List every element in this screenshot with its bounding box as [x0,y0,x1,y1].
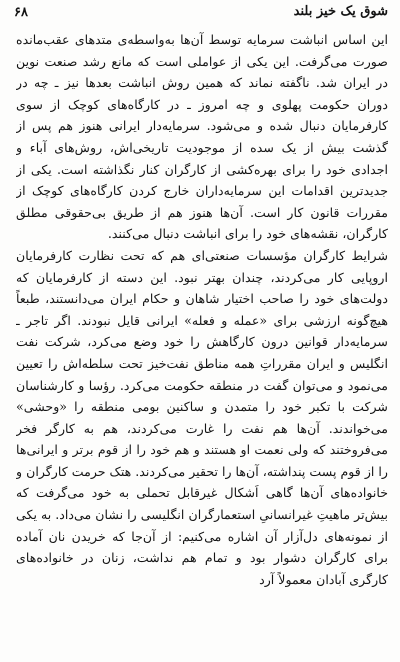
paragraph: این اساس انباشت سرمایه توسط آن‌ها به‌واسطه‌ی متدهای عقب‌مانده صورت می‌گرفت. این یکی از عواملی است که مانع رشد صنعت نوین در ایران شد. ناگفته نماند که همین روش انباشت بعدها نیز ـ چه در دوران حکومت پهلوی و چه امروز ـ در کارگاه‌های کوچک از سوی کارفرمایان دنبال شده و می‌شود. سرمایه‌دار ایرانی هنوز هم پس از گذشت بیش از یک سده از موجودیت تاریخی‌اش، روش‌های آباء و اجدادی خود را برای بهره‌کشی از کارگران کنار نگذاشته است. یکی از جدیدترین اقدامات این سرمایه‌داران خارج کردن کارگاه‌های کوچک از مقررات قانون کار است. آن‌ها هنوز هم از طریق بی‌حقوقی مطلق کارگران، نقشه‌های خود را برای انباشت دنبال می‌کنند. [16,32,388,242]
page-header [14,0,388,28]
page-body [16,29,388,656]
paragraph: شرایط کارگران مؤسسات صنعتی‌ای هم که تحت نظارت کارفرمایان اروپایی کار می‌کردند، چندان بهتر نبود. این دسته از کارفرمایان که دولت‌های خود را صاحب اختیار شاهان و حکام ایران می‌دانستند، طبعاً هیچ‌گونه ارزشی برای «عمله و فعله» ایرانی قایل نبودند. اگر تاجر ـ سرمایه‌دار قوانین درون کارگاهش را خود وضع می‌کرد، شرکت نفت انگلیس و ایران مقرراتِ همه مناطق نفت‌خیز تحت سلطه‌اش را تعیین می‌نمود و می‌توان گفت در منطقه حکومت می‌کرد. رؤسا و کارشناسان شرکت با تکبر خود را متمدن و ساکنین بومی منطقه را «وحشی» می‌خواندند. آن‌ها هم نفت را غارت می‌کردند، هم به کارگر فخر می‌فروختند که ولی نعمت او هستند و هم خود را از قوم برتر و ایرانی‌ها را از قوم پست پنداشته، آن‌ها را تحقیر می‌کردند. هتک حرمت کارگران و خانواده‌های آن‌ها گاهی اَشکال غیرقابل تحملی به خود می‌گرفت که بیش‌تر ماهیتِ غیرانسانیِ استعمارگران انگلیسی را نشان می‌داد. به یکی از نمونه‌های دل‌آزار آن اشاره می‌کنیم: از آن‌جا که خریدن نان آماده برای کارگران دشوار بود و تمام هم نداشت، زنان در خانواده‌های کارگری آبادان معمولاً آرد [16,247,388,587]
running-title: شوق یک خیز بلند [293,4,388,19]
page-number: ۶۸ [14,5,28,20]
